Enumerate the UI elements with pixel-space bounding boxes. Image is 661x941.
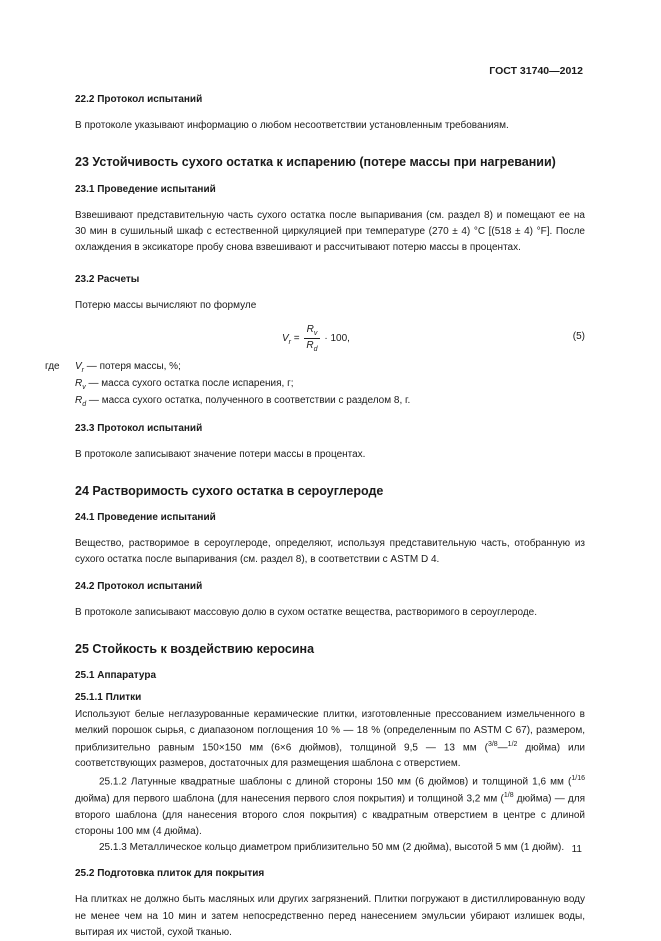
page-number: 11 <box>571 844 582 855</box>
text-run: Используют белые неглазурованные керамические плитки, изготовленные прессованием измельченного в мелкий порошок сырья, с диапазоном поглощения 10 % — 18 % (определенным по ASTM С 67), размером, приблизительно равным 150×150 мм (6×6 дюймов), толщиной 9,5 — 13 мм ( <box>75 708 585 754</box>
fraction-1-2: 1/2 <box>507 740 518 748</box>
section-23-1-title: 23.1 Проведение испытаний <box>75 183 216 195</box>
section-25-title: 25 Стойкость к воздействию керосина <box>75 642 315 657</box>
formula-lhs: V <box>282 332 289 344</box>
section-23-2-intro: Потерю массы вычисляют по формуле <box>75 300 257 312</box>
fraction-dash: — <box>497 742 508 754</box>
formula-multiplier: · 100, <box>324 332 350 344</box>
formula-expression <box>282 323 350 354</box>
formula-equals: = <box>293 332 300 344</box>
formula-fraction <box>304 323 319 354</box>
definition-symbol-sub: d <box>82 401 87 409</box>
section-25-2-title: 25.2 Подготовка плиток для покрытия <box>75 868 265 880</box>
definition-symbol-sub: r <box>81 366 85 374</box>
formula-number: (5) <box>572 330 585 342</box>
document-code: ГОСТ 31740—2012 <box>489 65 583 77</box>
text-run: 25.1.2 Латунные квадратные шаблоны с длиной стороны 150 мм (6 дюймов) и толщиной 1,6 мм ( <box>99 775 572 787</box>
definition-row <box>45 393 585 410</box>
section-23-title: 23 Устойчивость сухого остатка к испарению (потере массы при нагревании) <box>75 155 556 170</box>
text-run: дюйма) или соответствующих размеров, достаточных для размещения шаблона с отверстием. <box>75 742 585 770</box>
page-content <box>45 92 585 941</box>
definition-symbol: R <box>75 395 83 407</box>
section-25-1-3-text: 25.1.3 Металлическое кольцо диаметром приблизительно 50 мм (2 дюйма), высотой 5 мм (1 дюйм). <box>99 842 565 854</box>
formula-denominator-sub: d <box>313 345 318 353</box>
definition-symbol: V <box>75 360 82 372</box>
definition-text: — потеря массы, %; <box>84 360 181 372</box>
section-24-2-text: В протоколе записывают массовую долю в сухом остатке вещества, растворимого в сероуглероде. <box>75 606 537 618</box>
text-run: дюйма) — для второго шаблона (для нанесения второго слоя покрытия) с квадратным отверстием в центре с длиной стороны 100 мм (4 дюйма). <box>75 793 585 837</box>
section-25-2-text: На плитках не должно быть масляных или других загрязнений. Плитки погружают в дистиллированную воду не менее чем на 10 мин и затем непосредственно перед нанесением эмульсии убирают излишек воды, вытирая их чистой, сухой тканью. <box>75 894 585 938</box>
section-25-1-title: 25.1 Аппаратура <box>75 670 157 682</box>
section-22-2-text: В протоколе указывают информацию о любом несоответствии установленным требованиям. <box>75 120 509 132</box>
section-23-1-text: Взвешивают представительную часть сухого остатка после выпаривания (см. раздел 8) и помещают ее на 30 мин в сушильный шкаф с естественной циркуляцией при температуре (270 ± 4) °С [(518 ± 4) °F]. После охлаждения в эксикаторе пробу снова взвешивают и рассчитывают потерю массы в процентах. <box>75 209 585 254</box>
fraction-1-16: 1/16 <box>571 774 585 782</box>
section-24-1-title: 24.1 Проведение испытаний <box>75 512 216 524</box>
formula-numerator-sub: v <box>313 329 318 337</box>
formula-definitions <box>45 359 585 411</box>
section-23-3-title: 23.3 Протокол испытаний <box>75 422 203 434</box>
definition-symbol: R <box>75 377 83 389</box>
definition-text: — масса сухого остатка после испарения, г; <box>85 377 294 389</box>
where-label: где <box>45 360 60 372</box>
section-25-1-2-text <box>75 773 585 840</box>
fraction-3-8: 3/8 <box>487 740 498 748</box>
formula-lhs-sub: r <box>288 338 292 346</box>
formula-5 <box>75 319 585 359</box>
section-23-2-title: 23.2 Расчеты <box>75 274 140 286</box>
section-24-2-title: 24.2 Протокол испытаний <box>75 580 203 592</box>
section-25-1-1-title: 25.1.1 Плитки <box>75 692 142 704</box>
text-run: дюйма) для первого шаблона (для нанесения первого слоя покрытия) и толщиной 3,2 мм ( <box>75 793 504 805</box>
section-25-1-1-text <box>75 707 585 773</box>
section-24-1-text: Вещество, растворимое в сероуглероде, определяют, используя представительную часть, отобранную из сухого остатка после выпаривания (см. раздел 8), в соответствии с ASTM D 4. <box>75 538 585 566</box>
definition-row <box>45 376 585 393</box>
section-23-3-text: В протоколе записывают значение потери массы в процентах. <box>75 448 366 460</box>
section-22-2-title: 22.2 Протокол испытаний <box>75 94 203 105</box>
formula-denominator: R <box>306 339 314 351</box>
section-24-title: 24 Растворимость сухого остатка в сероуглероде <box>75 483 384 498</box>
fraction-1-8: 1/8 <box>503 792 514 800</box>
definition-row <box>45 359 585 376</box>
formula-numerator: R <box>306 323 314 335</box>
definition-text: — масса сухого остатка, полученного в соответствии с разделом 8, г. <box>86 395 411 407</box>
definition-symbol-sub: v <box>82 383 86 391</box>
